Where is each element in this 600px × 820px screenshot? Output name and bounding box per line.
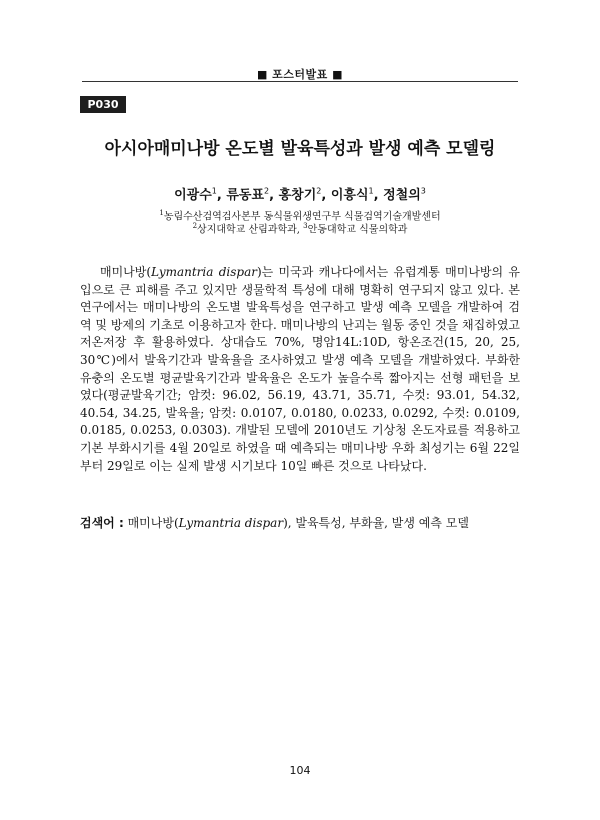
author-name: 류동표 (226, 188, 265, 203)
author-list: 이광수$^1$, 류동표$^2$, 홍창기$^2$, 이흥식$^1$, 정철의$^3$ (174, 186, 426, 203)
keywords-text: 매미나방( (123, 516, 179, 530)
author-affiliation-mark: 2 (316, 186, 322, 196)
author-affiliation-mark: 1 (211, 186, 217, 196)
abstract-text: )는 미국과 캐나다에서는 유럽계통 매미나방의 유입으로 큰 피해를 주고 있지만 생물학적 특성에 대해 명확히 연구되지 않고 있다. 본 연구에서는 매미나방의 온도별 발육특성을 연구하고 발생 예측 모델을 개발하여 검역 및 방제의 기초로 이용하고자 한다. 매미나방의 난괴는 월동 중인 것을 채집하였고 저온저장 후 활용하였다. 상대습도 70%, 명암14L:10D, 항온조건(15, 20, 25, 30℃)에서 발육기간과 발육율을 조사하였고 발생 예측 모델을 개발하였다. 부화한 유충의 온도별 평균발육기간과 발육율은 온도가 높을수록 짧아지는 선형 패턴을 보였다(평균발육기간; 암컷: 96.02, 56.19, 43.71, 35.71, 수컷: 93.01, 54.32, 40.54, 34.25, 발육율; 암컷: 0.0107, 0.0180, 0.0233, 0.0292, 수컷: 0.0109, 0.0185, 0.0253, 0.0303). 개발된 모델에 2010년도 기상청 온도자료를 적용하고 기본 부화시기를 4월 20일로 하였을 때 예측되는 매미나방 우화 최성기는 6월 22일부터 29일로 이는 실제 발생 시기보다 10일 빠른 것으로 나타났다. (80, 265, 520, 473)
page-number: 104 (289, 764, 311, 777)
affiliation-mark: 3 (303, 222, 308, 230)
header-divider (82, 81, 518, 82)
affiliation-line-2 (0, 220, 600, 236)
author-affiliation-mark: 3 (420, 186, 426, 196)
section-header: ■ 포스터발표 ■ (256, 68, 344, 81)
poster-code-badge: P030 (80, 96, 126, 113)
author-name: 이광수 (174, 188, 212, 203)
affiliation-text: 농림수산검역검사본부 동식물위생연구부 식물검역기술개발센터 (163, 211, 441, 223)
abstract-body (80, 264, 520, 475)
affiliation-text: 상지대학교 산림과학과, (197, 224, 304, 236)
affiliation-text: 안동대학교 식물의학과 (307, 224, 408, 236)
keywords-label: 검색어 : (80, 516, 124, 530)
affiliation-mark: 2 (192, 222, 198, 230)
keywords-text: ), 발육특성, 부화율, 발생 예측 모델 (283, 516, 469, 530)
author-name: 이흥식 (330, 188, 369, 203)
author-name: 홍창기 (278, 188, 317, 203)
paper-title: 아시아매미나방 온도별 발육특성과 발생 예측 모델링 (104, 139, 496, 159)
affiliation-mark: 1 (159, 209, 164, 217)
species-name: Lymantria dispar (178, 516, 284, 530)
keywords (80, 515, 520, 532)
species-name: Lymantria dispar (151, 265, 257, 279)
abstract-text: 매미나방( (100, 265, 152, 279)
author-affiliation-mark: 2 (264, 186, 270, 196)
author-affiliation-mark: 1 (368, 186, 374, 196)
author-name: 정철의 (383, 188, 421, 203)
